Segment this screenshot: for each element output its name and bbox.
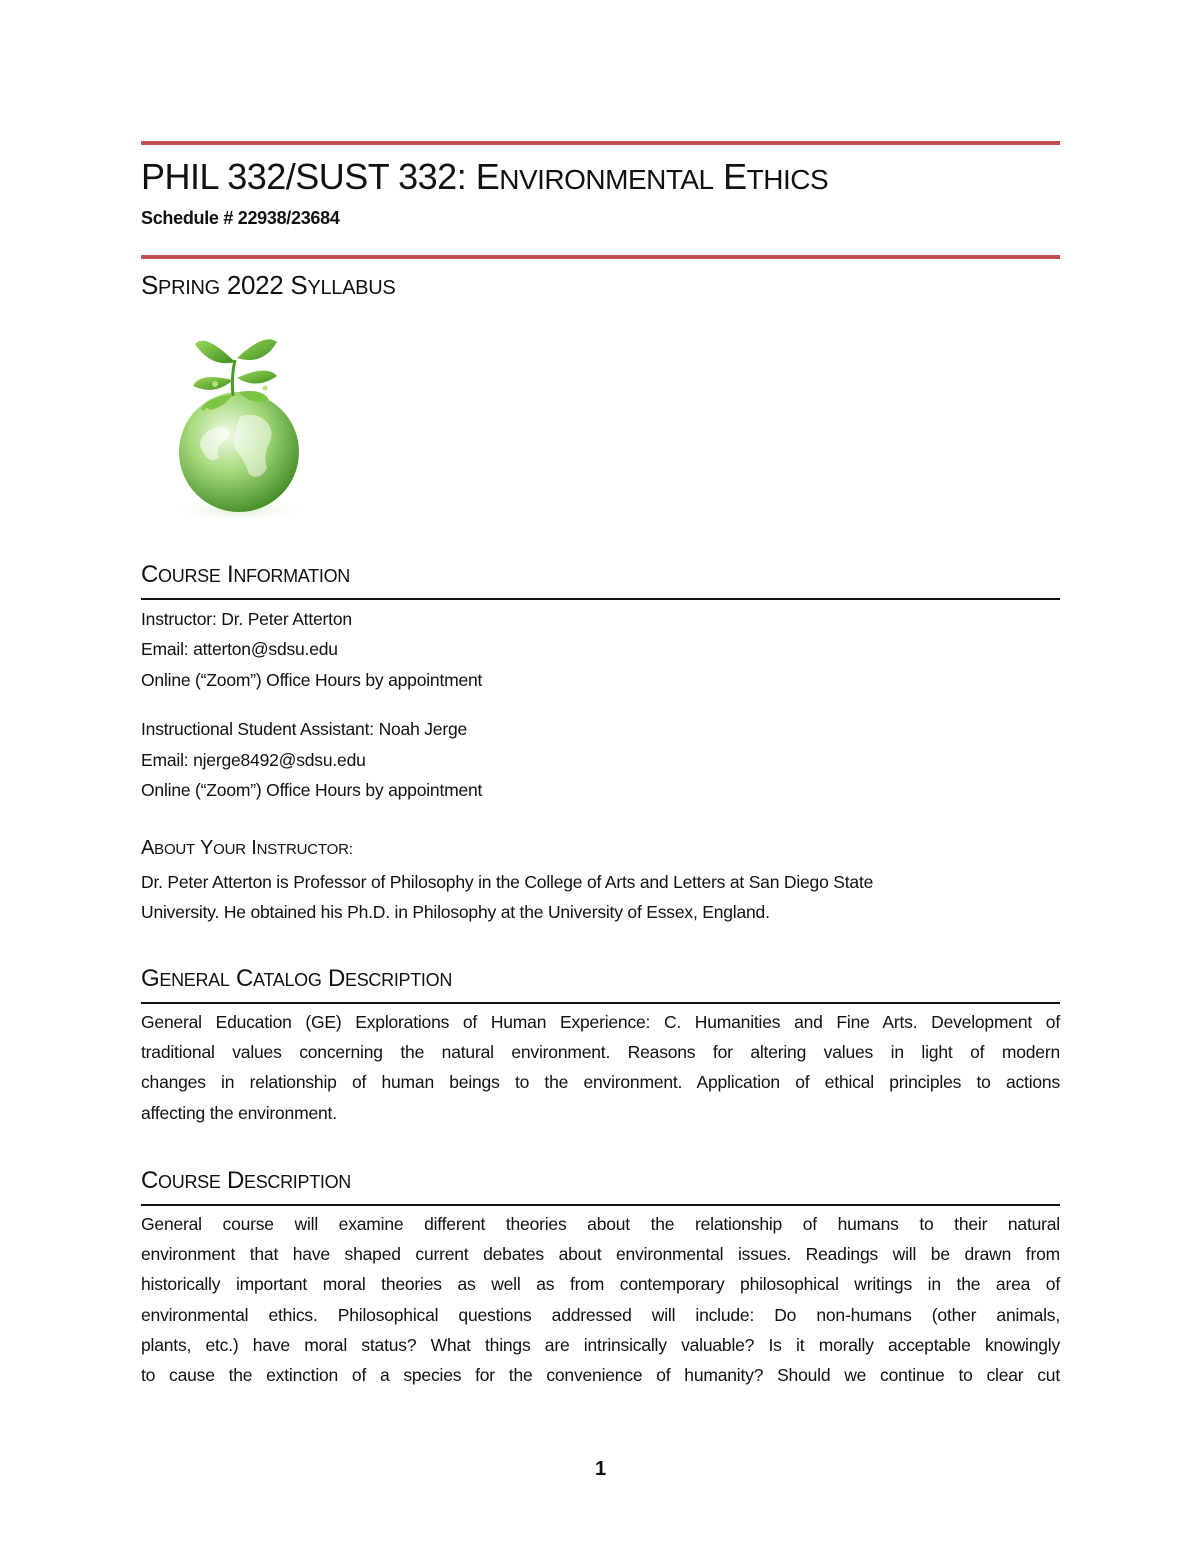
description-line: to cause the extinction of a species for the convenience of humanity? Should we continue to clear cut [141, 1364, 1060, 1385]
course-information-rule [141, 598, 1060, 600]
instructor-office-hours: Online (“Zoom”) Office Hours by appointment [141, 670, 483, 690]
page-number: 1 [594, 1458, 607, 1480]
assistant-office-hours: Online (“Zoom”) Office Hours by appointment [141, 780, 483, 800]
assistant-name: Instructional Student Assistant: Noah Jerge [141, 719, 468, 739]
course-description-rule [141, 1204, 1060, 1206]
general-catalog-text [141, 1007, 1060, 1128]
globe-with-sprout-icon [141, 318, 326, 533]
assistant-email: Email: njerge8492@sdsu.edu [141, 750, 366, 770]
about-instructor-line: Dr. Peter Atterton is Professor of Philosophy in the College of Arts and Letters at San Diego State [141, 872, 874, 892]
catalog-line: changes in relationship of human beings to the environment. Application of ethical principles to actions [141, 1072, 1060, 1093]
course-information-heading: COURSE INFORMATION [141, 561, 350, 588]
schedule-number: Schedule # 22938/23684 [141, 208, 340, 228]
course-description-heading: COURSE DESCRIPTION [141, 1167, 351, 1194]
description-line: environment that have shaped current debates about environmental issues. Readings will be drawn from [141, 1244, 1060, 1265]
description-line: historically important moral theories as well as from contemporary philosophical writings in the area of [141, 1274, 1060, 1295]
about-instructor-heading: ABOUT YOUR INSTRUCTOR: [141, 837, 353, 859]
catalog-line: affecting the environment. [141, 1102, 337, 1123]
title-bottom-rule [141, 255, 1060, 259]
about-instructor-text [141, 867, 1060, 927]
description-line: environmental ethics. Philosophical questions addressed will include: Do non-humans (other animals, [141, 1304, 1060, 1325]
syllabus-subtitle: SPRING 2022 SYLLABUS [141, 270, 396, 300]
course-title: PHIL 332/SUST 332: ENVIRONMENTAL ETHICS [141, 156, 829, 197]
syllabus-page [141, 0, 1060, 1553]
description-line: General course will examine different theories about the relationship of humans to their natural [141, 1214, 1060, 1234]
title-top-rule [141, 141, 1060, 145]
general-catalog-heading: GENERAL CATALOG DESCRIPTION [141, 965, 453, 992]
instructor-name: Instructor: Dr. Peter Atterton [141, 609, 352, 629]
catalog-line: traditional values concerning the natural environment. Reasons for altering values in light of modern [141, 1042, 1060, 1063]
general-catalog-rule [141, 1002, 1060, 1004]
about-instructor-line: University. He obtained his Ph.D. in Philosophy at the University of Essex, England. [141, 902, 770, 923]
course-description-text [141, 1209, 1060, 1390]
catalog-line: General Education (GE) Explorations of Human Experience: C. Humanities and Fine Arts. Development of [141, 1012, 1060, 1032]
description-line: plants, etc.) have moral status? What things are intrinsically valuable? Is it morally acceptable knowingly [141, 1334, 1060, 1355]
instructor-email: Email: atterton@sdsu.edu [141, 639, 338, 659]
